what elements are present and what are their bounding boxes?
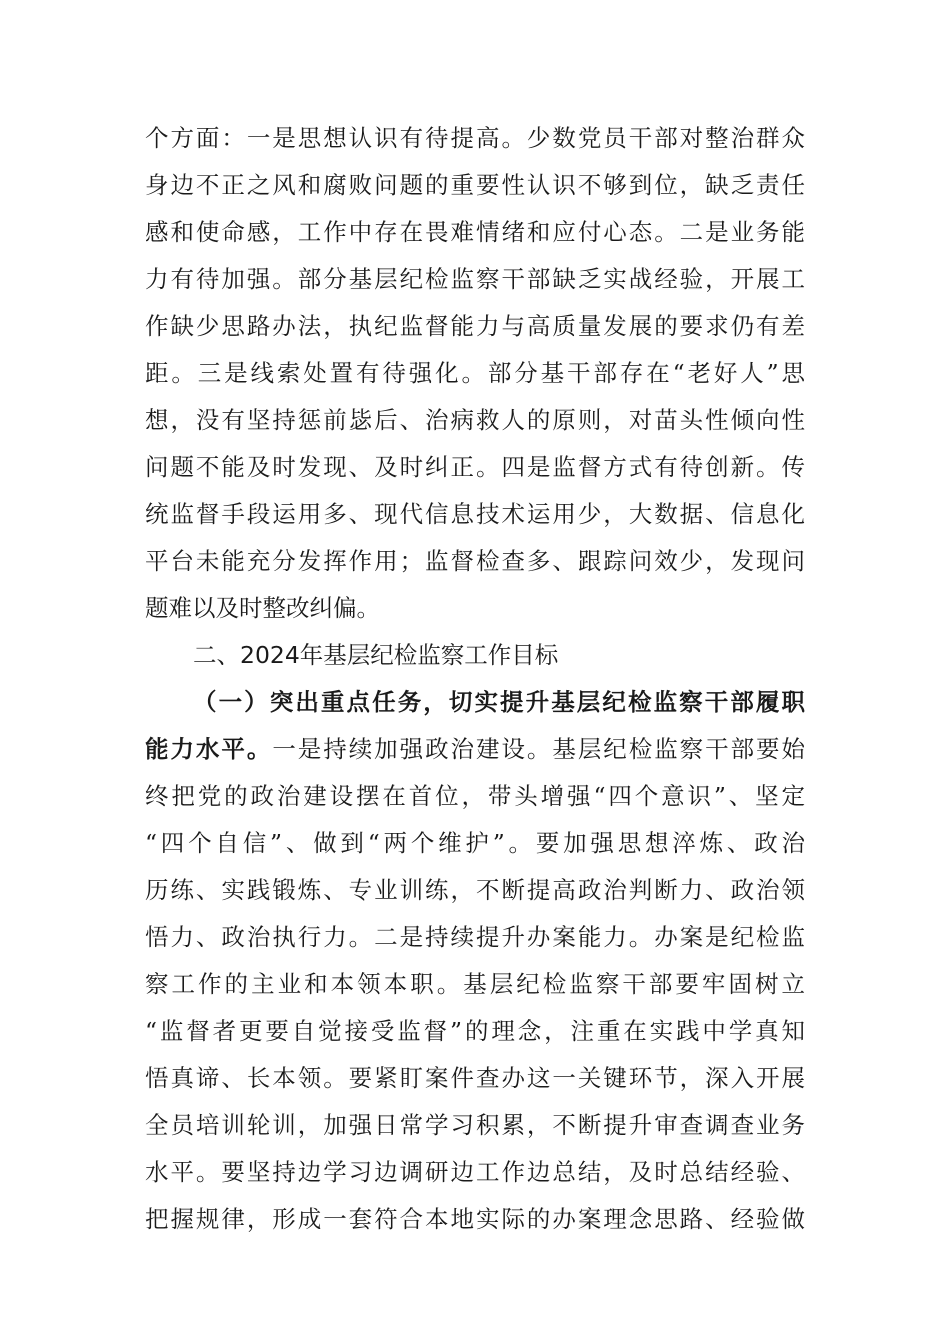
text-line: 悟力、政治执行力。二是持续提升办案能力。办案是纪检监 [145,923,805,951]
text-line: 终把党的政治建设摆在首位，带头增强“四个意识”、坚定 [145,782,805,810]
text-line: 悟真谛、长本领。要紧盯案件查办这一关键环节，深入开展 [145,1064,805,1092]
text-line: 察工作的主业和本领本职。基层纪检监察干部要牢固树立 [145,970,805,998]
text-line: 身边不正之风和腐败问题的重要性认识不够到位，缺乏责任 [145,171,805,199]
section-heading: 二、2024年基层纪检监察工作目标 [193,641,559,669]
text-line: 个方面：一是思想认识有待提高。少数党员干部对整治群众 [145,124,805,152]
text-span: 一是持续加强政治建设。基层纪检监察干部要始 [272,735,806,763]
text-line: “监督者更要自觉接受监督”的理念，注重在实践中学真知 [145,1017,805,1045]
text-line: 距。三是线索处置有待强化。部分基干部存在“老好人”思 [145,359,805,387]
text-line: 把握规律，形成一套符合本地实际的办案理念思路、经验做 [145,1205,805,1233]
text-line: 力有待加强。部分基层纪检监察干部缺乏实战经验，开展工 [145,265,805,293]
text-line: 感和使命感，工作中存在畏难情绪和应付心态。二是业务能 [145,218,805,246]
text-line: 历练、实践锻炼、专业训练，不断提高政治判断力、政治领 [145,876,805,904]
text-line: 问题不能及时发现、及时纠正。四是监督方式有待创新。传 [145,453,805,481]
text-line: 作缺少思路办法，执纪监督能力与高质量发展的要求仍有差 [145,312,805,340]
text-line-mixed [145,727,805,771]
text-line: 水平。要坚持边学习边调研边工作边总结，及时总结经验、 [145,1158,805,1186]
subsection-heading-continued: 能力水平。 [145,735,273,763]
text-line: 统监督手段运用多、现代信息技术运用少，大数据、信息化 [145,500,805,528]
text-line: 题难以及时整改纠偏。 [145,594,380,622]
text-line: 全员培训轮训，加强日常学习积累，不断提升审查调查业务 [145,1111,805,1139]
text-line: 平台未能充分发挥作用；监督检查多、跟踪问效少，发现问 [145,547,805,575]
text-line: “四个自信”、做到“两个维护”。要加强思想淬炼、政治 [145,829,805,857]
text-line: 想，没有坚持惩前毖后、治病救人的原则，对苗头性倾向性 [145,406,805,434]
subsection-heading: （一）突出重点任务，切实提升基层纪检监察干部履职 [193,688,805,716]
